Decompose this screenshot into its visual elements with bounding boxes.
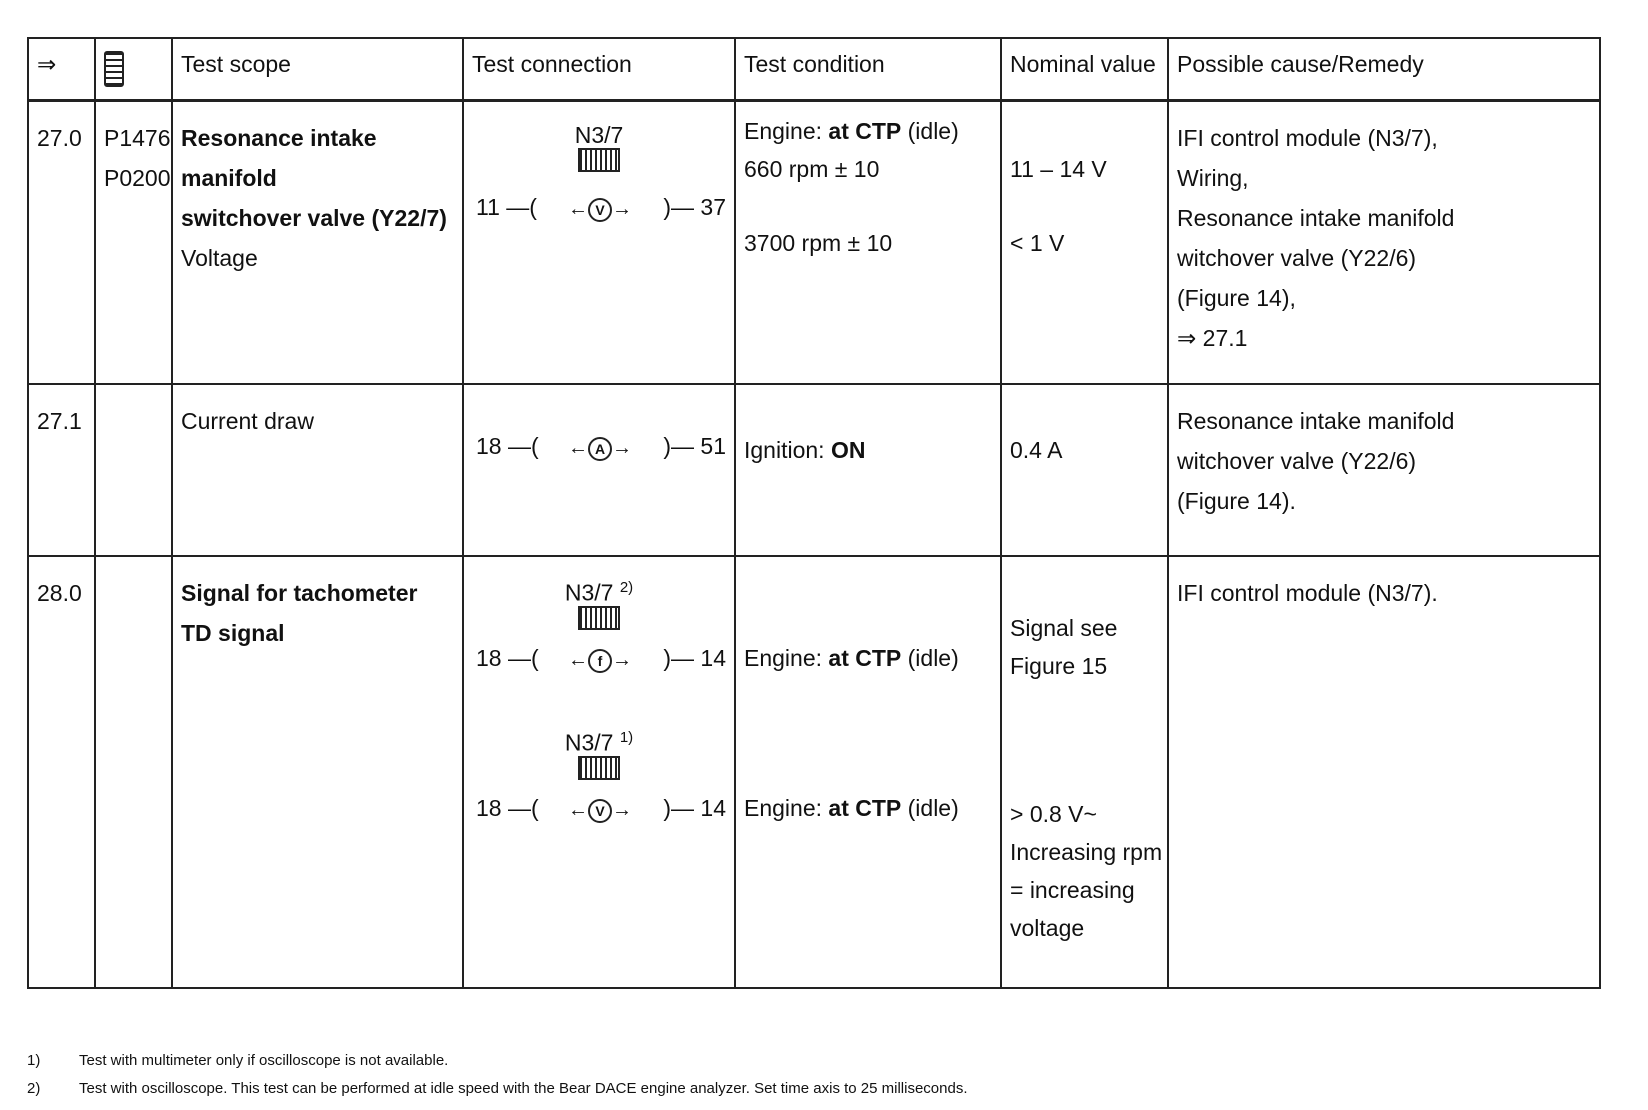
possible-cause (1168, 384, 1600, 556)
test-condition (735, 384, 1001, 556)
test-connection (463, 100, 735, 384)
nominal-value (1001, 556, 1168, 988)
remedy-line: witchover valve (Y22/6) (1177, 448, 1417, 474)
table-row (28, 100, 1600, 384)
ecu-label: N3/7 (564, 579, 614, 606)
ecu-module-icon (578, 606, 620, 630)
remedy-line: Resonance intake manifold (1177, 204, 1455, 231)
voltmeter-icon: V (588, 198, 612, 222)
scope-subtitle: Voltage (181, 244, 258, 271)
ecu-block (464, 725, 734, 785)
ecu-label: N3/7 (574, 121, 624, 148)
header-nominal-value: Nominal value (1001, 38, 1168, 100)
remedy-line: Resonance intake manifold (1177, 408, 1455, 434)
test-condition (735, 100, 1001, 384)
connection-line: 11 —( ← V → )— 37 (476, 193, 726, 220)
nominal-value (1001, 100, 1168, 384)
ecu-block (464, 122, 734, 177)
scope-title: TD signal (181, 620, 285, 646)
voltmeter-icon: V (588, 799, 612, 823)
fault-codes (95, 556, 172, 988)
header-test-scope: Test scope (172, 38, 463, 100)
remedy-line: IFI control module (N3/7). (1177, 580, 1438, 606)
pin-right: 37 (700, 193, 726, 220)
pin-right: 14 (700, 795, 726, 821)
pin-left: 18 (476, 645, 502, 671)
scope-title: Resonance intake manifold (181, 124, 377, 191)
possible-cause (1168, 556, 1600, 988)
pin-right: 14 (700, 645, 726, 671)
nominal-value-text: < 1 V (1010, 229, 1065, 256)
remedy-line: (Figure 14), (1177, 284, 1296, 311)
test-scope (172, 384, 463, 556)
remedy-line: IFI control module (N3/7), (1177, 124, 1438, 151)
ecu-label: N3/7 (564, 729, 614, 756)
pin-left: 18 (476, 433, 502, 459)
pin-left: 11 (476, 193, 500, 220)
table-row (28, 556, 1600, 988)
fault-code: P1476 (104, 124, 171, 151)
step-number: 27.0 (28, 100, 95, 384)
scope-title: switchover valve (Y22/7) (181, 204, 447, 231)
step-number: 27.1 (28, 384, 95, 556)
footnote-ref: 1) (619, 729, 634, 746)
footnote: 2) Test with oscilloscope. This test can be performed at idle speed with the Bear DACE engine analyzer. Set time axis to 25 milliseconds. (27, 1080, 968, 1097)
connection-line: 18 —( ← V → )— 14 (476, 795, 726, 821)
fault-codes (95, 384, 172, 556)
pin-left: 18 (476, 795, 502, 821)
remedy-line: (Figure 14). (1177, 488, 1296, 514)
scope-subtitle: Current draw (181, 408, 314, 434)
header-test-connection: Test connection (463, 38, 735, 100)
step-number: 28.0 (28, 556, 95, 988)
condition-rpm: 3700 rpm ± 10 (744, 229, 893, 256)
condition-line: Engine: at CTP (idle) (744, 795, 959, 821)
ecu-block (464, 575, 734, 635)
ecu-module-icon (578, 756, 620, 780)
connection-line: 18 —( ← f → )— 14 (476, 645, 726, 671)
nominal-value-text: Signal see Figure 15 (1010, 615, 1118, 679)
remedy-line: Wiring, (1177, 164, 1249, 191)
test-table (27, 37, 1601, 989)
condition-line: Engine: at CTP (idle) (744, 117, 959, 144)
frequency-meter-icon: f (588, 649, 612, 673)
nominal-value-text: > 0.8 V~ Increasing rpm = increasing voltage (1010, 801, 1163, 941)
remedy-line: witchover valve (Y22/6) (1177, 244, 1417, 271)
footnote-ref: 2) (619, 579, 634, 596)
header-row (28, 38, 1600, 100)
scope-title: Signal for tachometer (181, 580, 418, 606)
header-test-condition: Test condition (735, 38, 1001, 100)
ecu-module-icon (578, 148, 620, 172)
test-condition (735, 556, 1001, 988)
condition-line: Engine: at CTP (idle) (744, 645, 959, 671)
test-scope (172, 100, 463, 384)
test-scope (172, 556, 463, 988)
nominal-value-text: 11 – 14 V (1010, 155, 1107, 182)
fault-codes (95, 100, 172, 384)
pin-right: 51 (700, 433, 726, 459)
table-row (28, 384, 1600, 556)
condition-rpm: 660 rpm ± 10 (744, 155, 880, 182)
nominal-value (1001, 384, 1168, 556)
header-arrow: ⇒ (28, 38, 95, 100)
nominal-value-text: 0.4 A (1010, 437, 1063, 463)
test-connection (463, 384, 735, 556)
condition-line: Ignition: ON (744, 437, 866, 463)
ammeter-icon: A (588, 437, 612, 461)
header-possible-cause: Possible cause/Remedy (1168, 38, 1600, 100)
header-icon-cell (95, 38, 172, 100)
footnote: 1) Test with multimeter only if oscilloscope is not available. (27, 1052, 449, 1069)
possible-cause (1168, 100, 1600, 384)
remedy-line: ⇒ 27.1 (1177, 324, 1248, 351)
test-connection (463, 556, 735, 988)
fault-code: P0200 (104, 164, 171, 191)
connection-line: 18 —( ← A → )— 51 (476, 433, 726, 459)
diagnostic-tool-icon (104, 51, 124, 87)
